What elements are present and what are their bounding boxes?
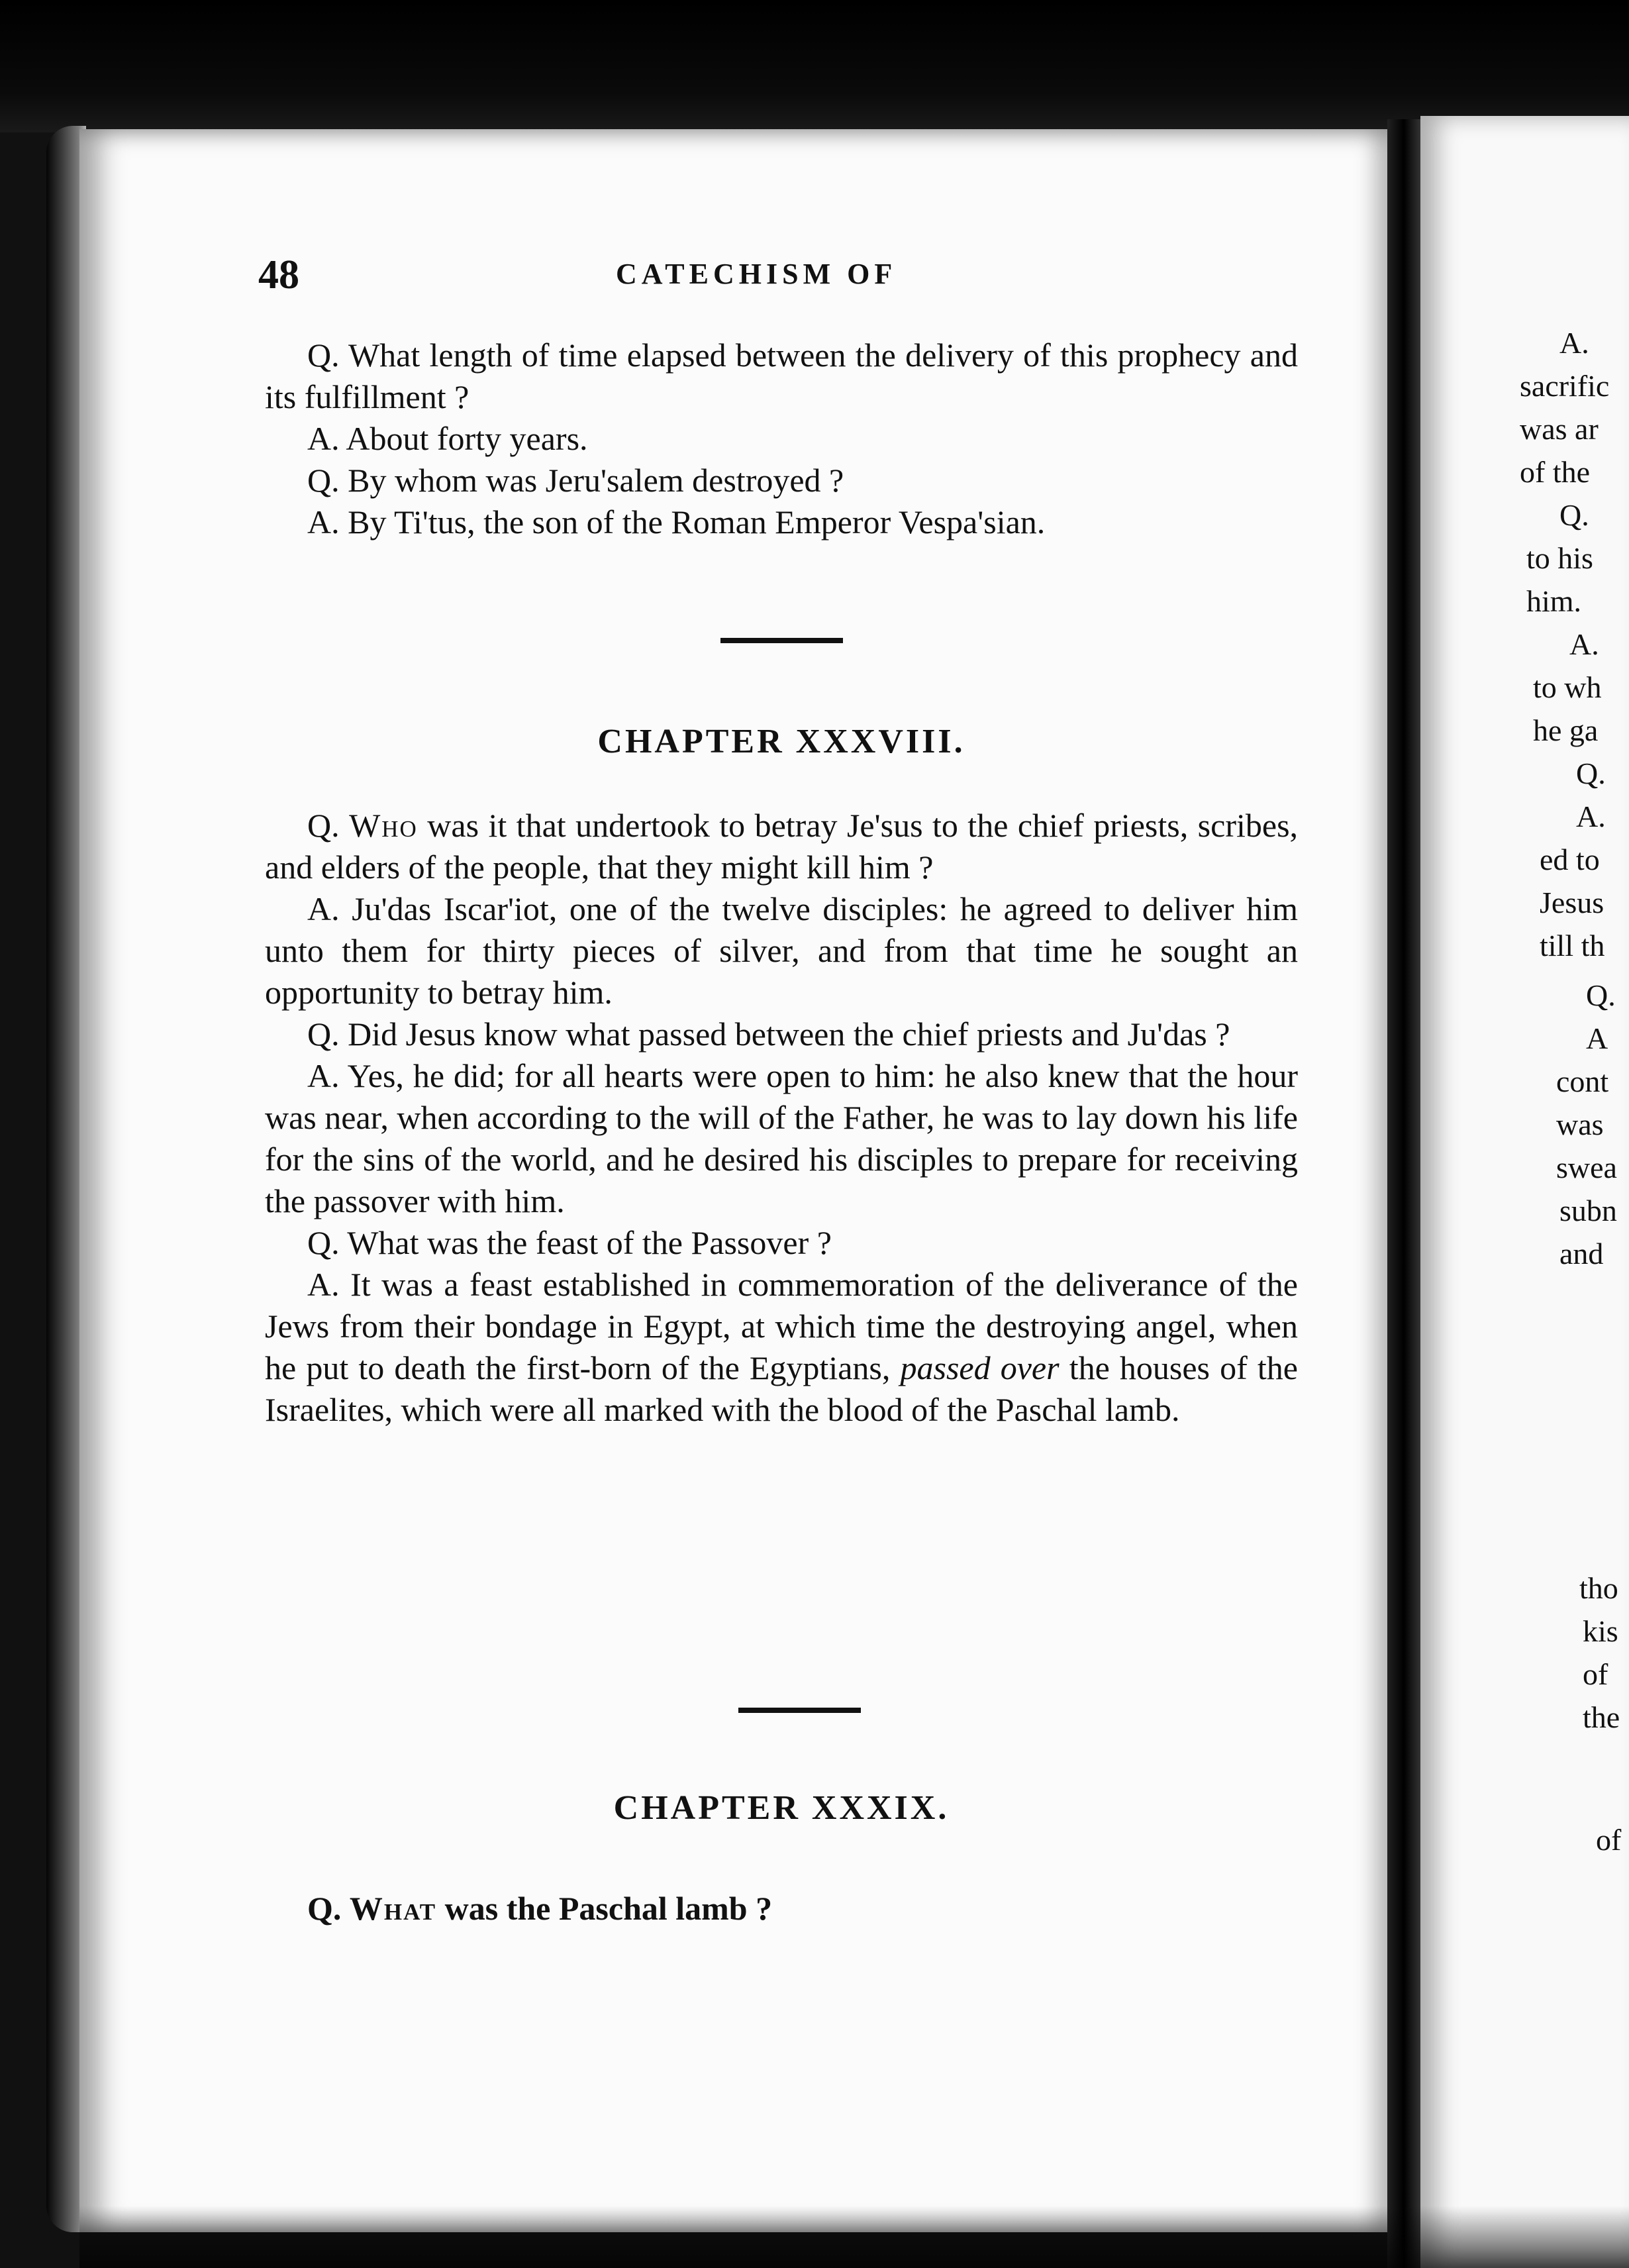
facing-text-fragment: of [1596, 1823, 1622, 1857]
running-head [258, 252, 1291, 305]
question: Q. By whom was Jeru'salem destroyed ? [307, 462, 844, 499]
facing-text-fragment: him. [1526, 584, 1582, 618]
facing-text-fragment: A [1586, 1021, 1608, 1055]
chapter-heading: CHAPTER XXXIX. [613, 1789, 950, 1827]
answer: A. About forty years. [307, 420, 588, 457]
book-gutter [1387, 119, 1420, 2268]
facing-text-fragment: was ar [1520, 412, 1599, 446]
facing-text-fragment: A. [1569, 627, 1599, 661]
facing-page [1420, 116, 1629, 2268]
question: Q. What length of time elapsed between the delivery of this prophecy and its fulfillment ? [265, 336, 1298, 415]
answer: A. Yes, he did; for all hearts were open to him: he also knew that the hour was near, when according to the will of the Father, he was to lay down his life for the sins of the world, and he desired his disciples to prepare for receiving the passover with him. [265, 1057, 1298, 1219]
section-rule [720, 638, 843, 643]
scan-shadow [79, 2206, 1629, 2268]
facing-text-fragment: swea [1556, 1151, 1617, 1184]
facing-text-fragment: till th [1540, 929, 1605, 962]
facing-text-fragment: tho [1579, 1571, 1618, 1605]
answer: A. Ju'das Iscar'iot, one of the twelve disciples: he agreed to deliver him unto them for thirty pieces of silver, and from that time he sought an opportunity to betray him. [265, 890, 1298, 1011]
facing-text-fragment: of the [1520, 455, 1591, 489]
page-number: 48 [258, 252, 299, 297]
facing-text-fragment: ed to [1540, 843, 1600, 876]
opening-qa [265, 335, 1298, 543]
facing-text-fragment: and [1559, 1237, 1604, 1270]
emphasis: passed over [900, 1349, 1060, 1386]
facing-text-fragment: subn [1559, 1194, 1617, 1227]
facing-text-fragment: Q. [1559, 498, 1589, 532]
facing-text-fragment: to his [1526, 541, 1593, 575]
facing-text-fragment: was [1556, 1108, 1604, 1141]
question: Q. What was the feast of the Passover ? [307, 1224, 832, 1261]
question: Q. Who was it that undertook to betray Je'sus to the chief priests, scribes, and elders of the people, that they might kill him ? [265, 807, 1299, 886]
facing-text-fragment: Q. [1586, 978, 1616, 1012]
chapter-39-body [265, 1888, 1298, 1930]
facing-text-fragment: Q. [1576, 756, 1606, 790]
facing-text-fragment: he ga [1533, 713, 1599, 747]
facing-text-fragment: Jesus [1540, 886, 1604, 919]
facing-text-fragment: A. [1576, 799, 1606, 833]
question: Q. What was the Paschal lamb ? [307, 1890, 773, 1927]
facing-text-fragment: sacrific [1520, 369, 1610, 403]
chapter-38-body [265, 805, 1298, 1431]
facing-text-fragment: the [1583, 1700, 1620, 1734]
question: Q. Did Jesus know what passed between the chief priests and Ju'das ? [307, 1015, 1230, 1053]
answer: A. It was a feast established in commemoration of the deliverance of the Jews from their bondage in Egypt, at which time the destroying angel, when he put to death the first-born of the Egyptians, passed over the houses of the Israelites, which were all marked with the blood of the Paschal lamb. [265, 1266, 1298, 1428]
facing-text-fragment: A. [1559, 326, 1589, 360]
facing-text-fragment: kis [1583, 1614, 1618, 1648]
facing-text-fragment: of [1583, 1657, 1608, 1691]
answer: A. By Ti'tus, the son of the Roman Emperor Vespa'sian. [307, 503, 1046, 541]
facing-text-fragment: to wh [1533, 670, 1602, 704]
running-title: CATECHISM OF [616, 258, 897, 290]
facing-text-fragment: cont [1556, 1064, 1609, 1098]
section-rule [738, 1708, 861, 1713]
chapter-heading: CHAPTER XXXVIII. [597, 723, 965, 760]
scan-background [0, 0, 1629, 132]
